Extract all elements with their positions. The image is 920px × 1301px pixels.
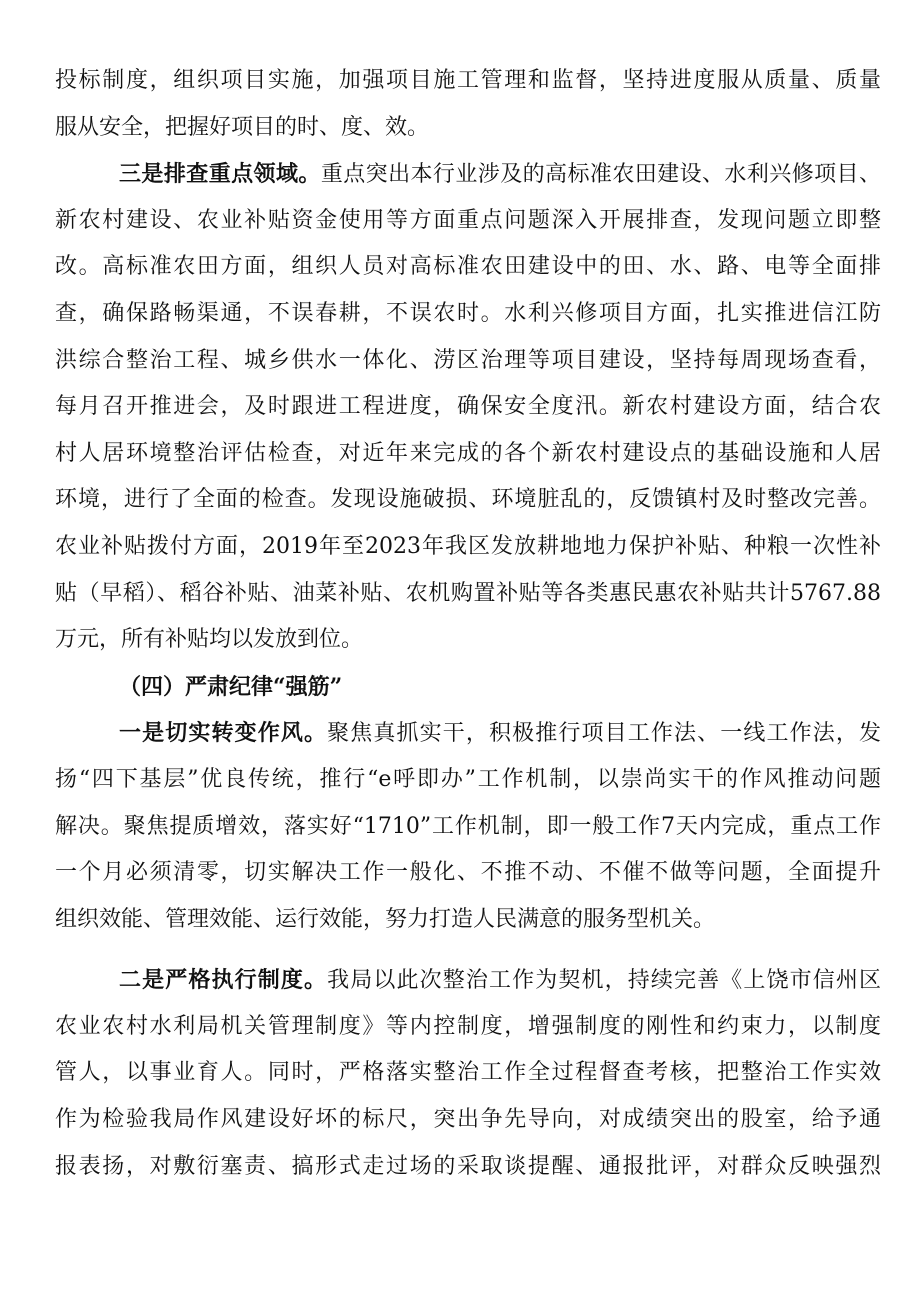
text-line: 解决。聚焦提质增效，落实好“1710”工作机制，即一般工作7天内完成，重点工作 [55, 813, 881, 839]
paragraph-2 [55, 151, 881, 664]
paragraph-4 [55, 957, 881, 1190]
text-run: 重点突出本行业涉及的高标准农田建设、水利兴修项目、 [320, 162, 881, 188]
paragraph-1 [55, 58, 881, 151]
text-line: 报表扬，对敷衍塞责、搞形式走过场的采取谈提醒、通报批评，对群众反映强烈 [55, 1153, 881, 1179]
text-line: 农业农村水利局机关管理制度》等内控制度，增强制度的刚性和约束力，以制度 [55, 1013, 881, 1039]
paragraph-lead: 二是严格执行制度。 [119, 967, 328, 994]
section-heading: （四）严肃纪律“强筋” [119, 673, 343, 700]
text-run: 聚焦真抓实干，积极推行项目工作法、一线工作法，发 [327, 721, 881, 747]
paragraph-lead: 三是排查重点领域。 [119, 161, 321, 188]
text-run: 我局以此次整治工作为契机，持续完善《上饶市信州区 [327, 968, 881, 994]
text-line: 服从安全，把握好项目的时、度、效。 [55, 114, 430, 140]
text-line [55, 151, 881, 198]
text-line: 村人居环境整治评估检查，对近年来完成的各个新农村建设点的基础设施和人居 [55, 440, 881, 466]
text-line: 投标制度，组织项目实施，加强项目施工管理和监督，坚持进度服从质量、质量 [55, 68, 881, 93]
text-line: 贴（早稻）、稻谷补贴、油菜补贴、农机购置补贴等各类惠民惠农补贴共计5767.88 [55, 580, 881, 606]
paragraph-spacer [55, 943, 881, 957]
text-line: 新农村建设、农业补贴资金使用等方面重点问题深入开展排查，发现问题立即整 [55, 207, 881, 233]
text-line: 环境，进行了全面的检查。发现设施破损、环境脏乱的，反馈镇村及时整改完善。 [55, 487, 881, 513]
text-line [55, 957, 881, 1004]
text-line: 改。高标准农田方面，组织人员对高标准农田建设中的田、水、路、电等全面排 [55, 254, 881, 280]
text-line: 万元，所有补贴均以发放到位。 [55, 627, 364, 653]
text-line: 农业补贴拨付方面，2019年至2023年我区发放耕地地力保护补贴、种粮一次性补 [55, 533, 881, 559]
paragraph-3 [55, 710, 881, 943]
text-line: 管人，以事业育人。同时，严格落实整治工作全过程督查考核，把整治工作实效 [55, 1060, 881, 1086]
text-line: 组织效能、管理效能、运行效能，努力打造人民满意的服务型机关。 [55, 906, 716, 932]
text-line: 一个月必须清零，切实解决工作一般化、不推不动、不催不做等问题，全面提升 [55, 860, 881, 886]
text-line: 扬“四下基层”优良传统，推行“e呼即办”工作机制，以崇尚实干的作风推动问题 [55, 766, 881, 792]
document-page [55, 58, 881, 1190]
text-line: 作为检验我局作风建设好坏的标尺，突出争先导向，对成绩突出的股室，给予通 [55, 1107, 881, 1133]
text-line [55, 710, 881, 757]
text-line: 查，确保路畅渠通，不误春耕，不误农时。水利兴修项目方面，扎实推进信江防 [55, 300, 881, 326]
text-line: 每月召开推进会，及时跟进工程进度，确保安全度汛。新农村建设方面，结合农 [55, 394, 881, 420]
text-line: 洪综合整治工程、城乡供水一体化、涝区治理等项目建设，坚持每周现场查看， [55, 347, 881, 373]
paragraph-lead: 一是切实转变作风。 [119, 720, 328, 747]
